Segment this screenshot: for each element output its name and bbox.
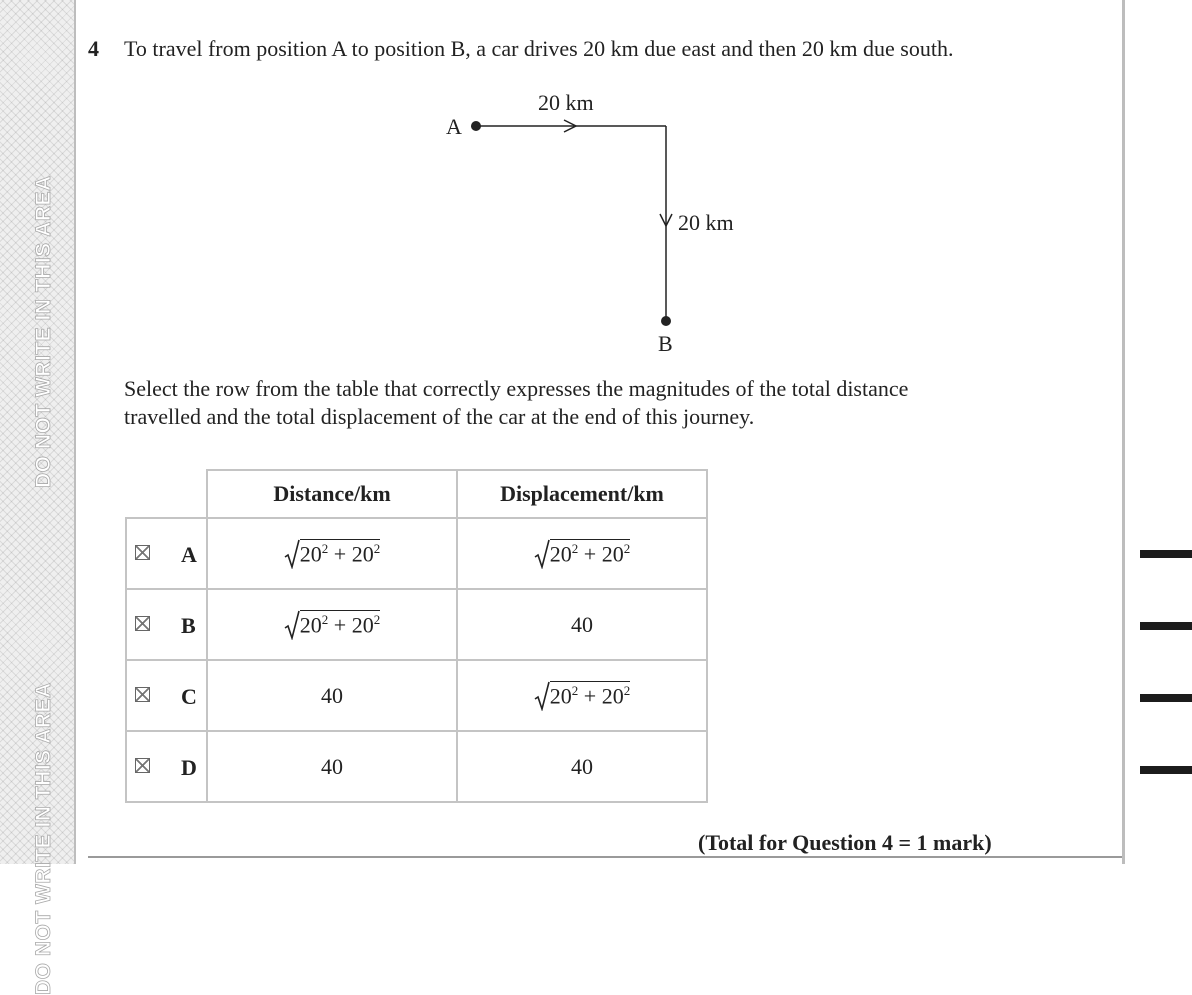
margin-warning-upper: DO NOT WRITE IN THIS AREA bbox=[32, 175, 55, 488]
option-b[interactable] bbox=[126, 589, 207, 660]
point-a-dot bbox=[471, 121, 481, 131]
displacement-value-a bbox=[457, 518, 707, 589]
instruction-line-2: travelled and the total displacement of the car at the end of this journey. bbox=[124, 404, 755, 429]
checkbox-c[interactable] bbox=[135, 687, 150, 702]
sqrt-expression: $20^2 + 20^2$ bbox=[284, 610, 380, 635]
table-row bbox=[126, 731, 707, 802]
option-d[interactable] bbox=[126, 731, 207, 802]
sqrt-expression: $20^2 + 20^2$ bbox=[534, 539, 630, 564]
table-header-row bbox=[126, 470, 707, 518]
checkbox-b[interactable] bbox=[135, 616, 150, 631]
point-b-label: B bbox=[658, 331, 673, 356]
question-number: 4 bbox=[88, 36, 99, 61]
point-b-dot bbox=[661, 316, 671, 326]
distance-value-b bbox=[207, 589, 457, 660]
question-text: To travel from position A to position B, a car drives 20 km due east and then 20 km due south. bbox=[124, 36, 954, 61]
sqrt-expression: $20^2 + 20^2$ bbox=[534, 681, 630, 706]
checkbox-d[interactable] bbox=[135, 758, 150, 773]
east-distance-label: 20 km bbox=[538, 90, 594, 115]
option-letter: A bbox=[181, 542, 197, 567]
mark-bar bbox=[1140, 694, 1192, 702]
options-table bbox=[125, 469, 708, 803]
sqrt-expression: $20^2 + 20^2$ bbox=[284, 539, 380, 564]
distance-value-a bbox=[207, 518, 457, 589]
total-marks: (Total for Question 4 = 1 mark) bbox=[698, 830, 992, 855]
header-displacement: Displacement/km bbox=[457, 470, 707, 518]
displacement-value-d: 40 bbox=[457, 731, 707, 802]
distance-value-c: 40 bbox=[207, 660, 457, 731]
margin-warning-lower: DO NOT WRITE IN THIS AREA bbox=[32, 682, 55, 995]
bottom-rule bbox=[88, 856, 1122, 858]
option-letter: C bbox=[181, 684, 197, 709]
option-letter: D bbox=[181, 755, 197, 780]
header-distance: Distance/km bbox=[207, 470, 457, 518]
instruction-text bbox=[124, 375, 1024, 431]
table-row bbox=[126, 589, 707, 660]
option-letter: B bbox=[181, 613, 196, 638]
option-c[interactable] bbox=[126, 660, 207, 731]
table-row bbox=[126, 518, 707, 589]
mark-bar bbox=[1140, 622, 1192, 630]
point-a-label: A bbox=[446, 114, 462, 139]
option-a[interactable] bbox=[126, 518, 207, 589]
displacement-value-b: 40 bbox=[457, 589, 707, 660]
mark-bar bbox=[1140, 550, 1192, 558]
instruction-line-1: Select the row from the table that correctly expresses the magnitudes of the total distance bbox=[124, 376, 909, 401]
displacement-value-c bbox=[457, 660, 707, 731]
south-distance-label: 20 km bbox=[678, 210, 734, 235]
distance-value-d: 40 bbox=[207, 731, 457, 802]
checkbox-a[interactable] bbox=[135, 545, 150, 560]
table-row bbox=[126, 660, 707, 731]
journey-diagram bbox=[0, 0, 1192, 400]
mark-bar bbox=[1140, 766, 1192, 774]
